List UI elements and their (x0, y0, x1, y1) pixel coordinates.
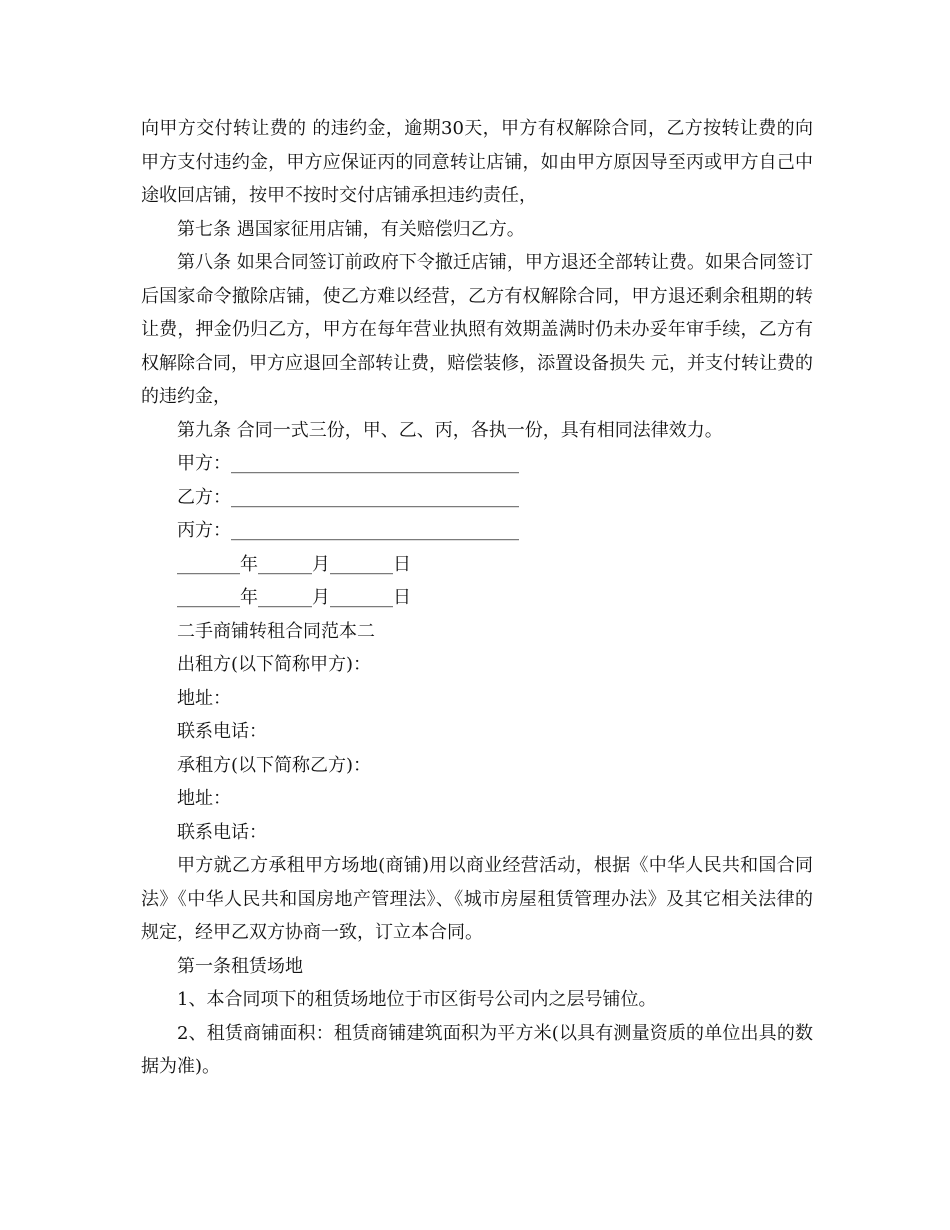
date-line-1: _______年______月_______日 (177, 553, 411, 575)
article-7: 第七条 遇国家征用店铺，有关赔偿归乙方。 (177, 218, 525, 240)
signature-line-party-b: 乙方：________________________________ (177, 486, 519, 508)
lessee-label: 承租方(以下简称乙方)： (177, 754, 372, 776)
signature-line-party-c: 丙方：________________________________ (177, 520, 519, 541)
date-line-2: _______年______月_______日 (177, 587, 411, 608)
template-2-title: 二手商铺转租合同范本二 (177, 620, 375, 642)
preamble-paragraph: 甲方就乙方承租甲方场地(商铺)用以商业经营活动，根据《中华人民共和国合同法》《中华人民共和国房地产管理法》、《城市房屋租赁管理办法》及其它相关法律的规定，经甲乙双方协商一致，订立本合同。 (141, 855, 813, 943)
article-1-item-1: 1、本合同项下的租赁场地位于市区街号公司内之层号铺位。 (177, 989, 657, 1010)
article-9: 第九条 合同一式三份，甲、乙、丙，各执一份，具有相同法律效力。 (177, 419, 723, 441)
lessor-address-label: 地址： (177, 687, 231, 709)
lessor-phone-label: 联系电话： (177, 721, 267, 742)
document-body (141, 112, 813, 1084)
article-8: 第八条 如果合同签订前政府下令撤迁店铺，甲方退还全部转让费。如果合同签订后国家命令撤除店铺，使乙方难以经营，乙方有权解除合同，甲方退还剩余租期的转让费，押金仍归乙方，甲方在每年营业执照有效期盖满时仍未办妥年审手续，乙方有权解除合同，甲方应退回全部转让费，赔偿装修，添置设备损失 元，并支付转让费的 的违约金， (141, 252, 813, 407)
paragraph-breach-terms: 向甲方交付转让费的 的违约金，逾期30天，甲方有权解除合同，乙方按转让费的向甲方支付违约金，甲方应保证丙的同意转让店铺，如由甲方原因导至丙或甲方自己中途收回店铺，按甲不按时交付店铺承担违约责任， (141, 118, 813, 206)
article-1-item-2: 2、租赁商铺面积：租赁商铺建筑面积为平方米(以具有测量资质的单位出具的数据为准)。 (141, 1022, 813, 1077)
article-1-title: 第一条租赁场地 (177, 955, 303, 977)
lessor-label: 出租方(以下简称甲方)： (177, 654, 372, 675)
lessee-phone-label: 联系电话： (177, 821, 267, 843)
lessee-address-label: 地址： (177, 788, 231, 809)
signature-line-party-a: 甲方：________________________________ (177, 453, 519, 474)
